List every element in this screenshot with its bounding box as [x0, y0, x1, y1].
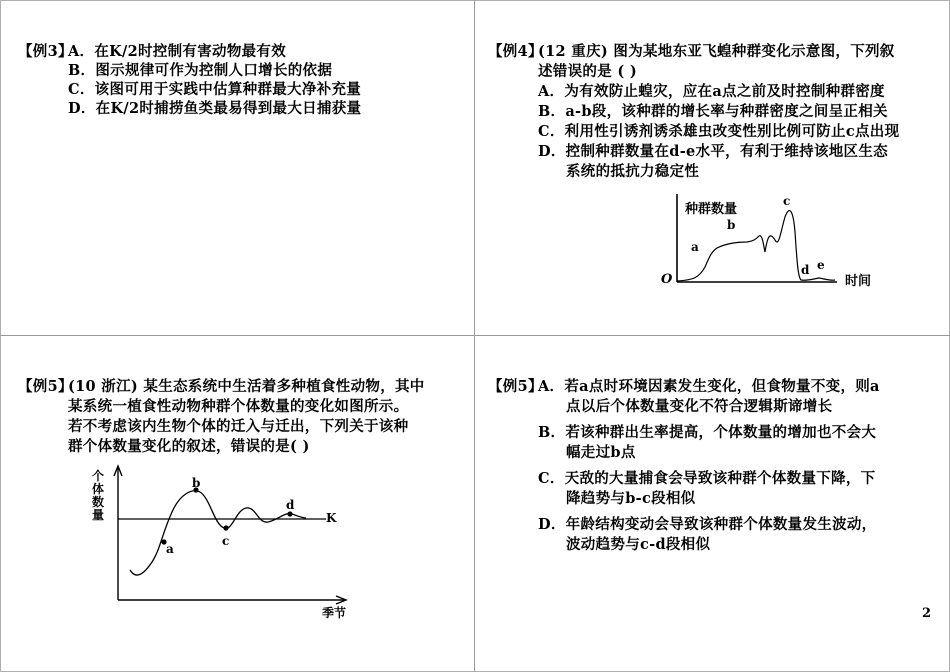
option-d: D．在K/2时捕捞鱼类最易得到最大日捕获量	[68, 100, 362, 117]
point-d-label: d	[801, 263, 810, 277]
question-line-4: 群个体数量变化的叙述，错误的是( )	[68, 438, 310, 455]
population-curve	[130, 491, 306, 575]
option-a: A．在K/2时控制有害动物最有效	[68, 43, 287, 60]
example-5-tag: 【例5】	[488, 378, 543, 395]
point-c	[223, 525, 228, 530]
vertical-divider	[474, 0, 475, 672]
horizontal-divider	[0, 335, 950, 336]
option-b: B．若该种群出生率提高，个体数量的增加也不会大	[538, 424, 877, 441]
option-c: C．该图可用于实践中估算种群最大净补充量	[68, 81, 362, 98]
example-4-tag: 【例4】	[488, 43, 543, 60]
k-label: K	[326, 511, 337, 525]
panel-example-5-question	[18, 377, 468, 467]
question-line-3: 若不考虑该内生物个体的迁入与迁出，下列关于该种	[68, 418, 409, 435]
option-c: C．利用性引诱剂诱杀雄虫改变性别比例可防止c点出现	[538, 123, 900, 140]
page-number: 2	[921, 606, 931, 621]
example-3-tag: 【例3】	[18, 43, 73, 60]
panel-example-3	[18, 42, 458, 132]
option-d-cont: 系统的抵抗力稳定性	[566, 163, 700, 180]
point-e-label: e	[817, 258, 825, 272]
point-b-label: b	[727, 218, 736, 232]
example-5-tag: 【例5】	[18, 378, 73, 395]
option-d: D．控制种群数量在d-e水平，有利于维持该地区生态	[538, 143, 888, 160]
point-d-label: d	[286, 498, 295, 512]
question-line-1: (12 重庆) 图为某地东亚飞蝗种群变化示意图，下列叙	[538, 43, 895, 60]
option-c-cont: 降趋势与b-c段相似	[566, 490, 696, 507]
point-c-label: c	[783, 194, 791, 208]
option-a: A．为有效防止蝗灾，应在a点之前及时控制种群密度	[538, 83, 885, 100]
option-b: B．图示规律可作为控制人口增长的依据	[68, 62, 333, 79]
option-b: B．a-b段，该种群的增长率与种群密度之间呈正相关	[538, 103, 888, 120]
point-d	[287, 511, 292, 516]
option-d: D．年龄结构变动会导致该种群个体数量发生波动，	[538, 516, 877, 533]
option-a: A．若a点时环境因素发生变化，但食物量不变，则a	[538, 378, 880, 395]
y-label-char: 体	[92, 482, 105, 496]
question-line-2: 某系统一植食性动物种群个体数量的变化如图所示。	[68, 398, 409, 415]
panel-example-4	[488, 42, 938, 192]
option-b-cont: 幅走过b点	[566, 444, 636, 461]
point-c-label: c	[222, 534, 230, 548]
y-axis-label: 种群数量	[685, 202, 738, 217]
point-b-label: b	[192, 476, 201, 490]
option-c: C．天敌的大量捕食会导致该种群个体数量下降，下	[538, 470, 876, 487]
option-a-cont: 点以后个体数量变化不符合逻辑斯谛增长	[566, 398, 833, 415]
option-d-cont: 波动趋势与c-d段相似	[566, 536, 711, 553]
locust-population-figure	[655, 192, 885, 292]
question-line-2: 述错误的是 ( )	[538, 63, 638, 80]
panel-example-5-options	[488, 377, 938, 557]
population-curve	[677, 211, 835, 281]
point-a-label: a	[166, 542, 174, 556]
origin-label: O	[661, 272, 673, 287]
x-axis-label: 时间	[845, 274, 872, 289]
y-label-char: 量	[92, 508, 105, 522]
x-axis-label: 季节	[322, 606, 347, 620]
y-label-char: 数	[92, 495, 105, 509]
y-axis-label	[92, 470, 106, 522]
point-a-label: a	[691, 240, 699, 254]
y-label-char: 个	[92, 469, 105, 483]
oscillation-figure	[88, 462, 358, 622]
question-line-1: (10 浙江) 某生态系统中生活着多种植食性动物，其中	[68, 378, 425, 395]
